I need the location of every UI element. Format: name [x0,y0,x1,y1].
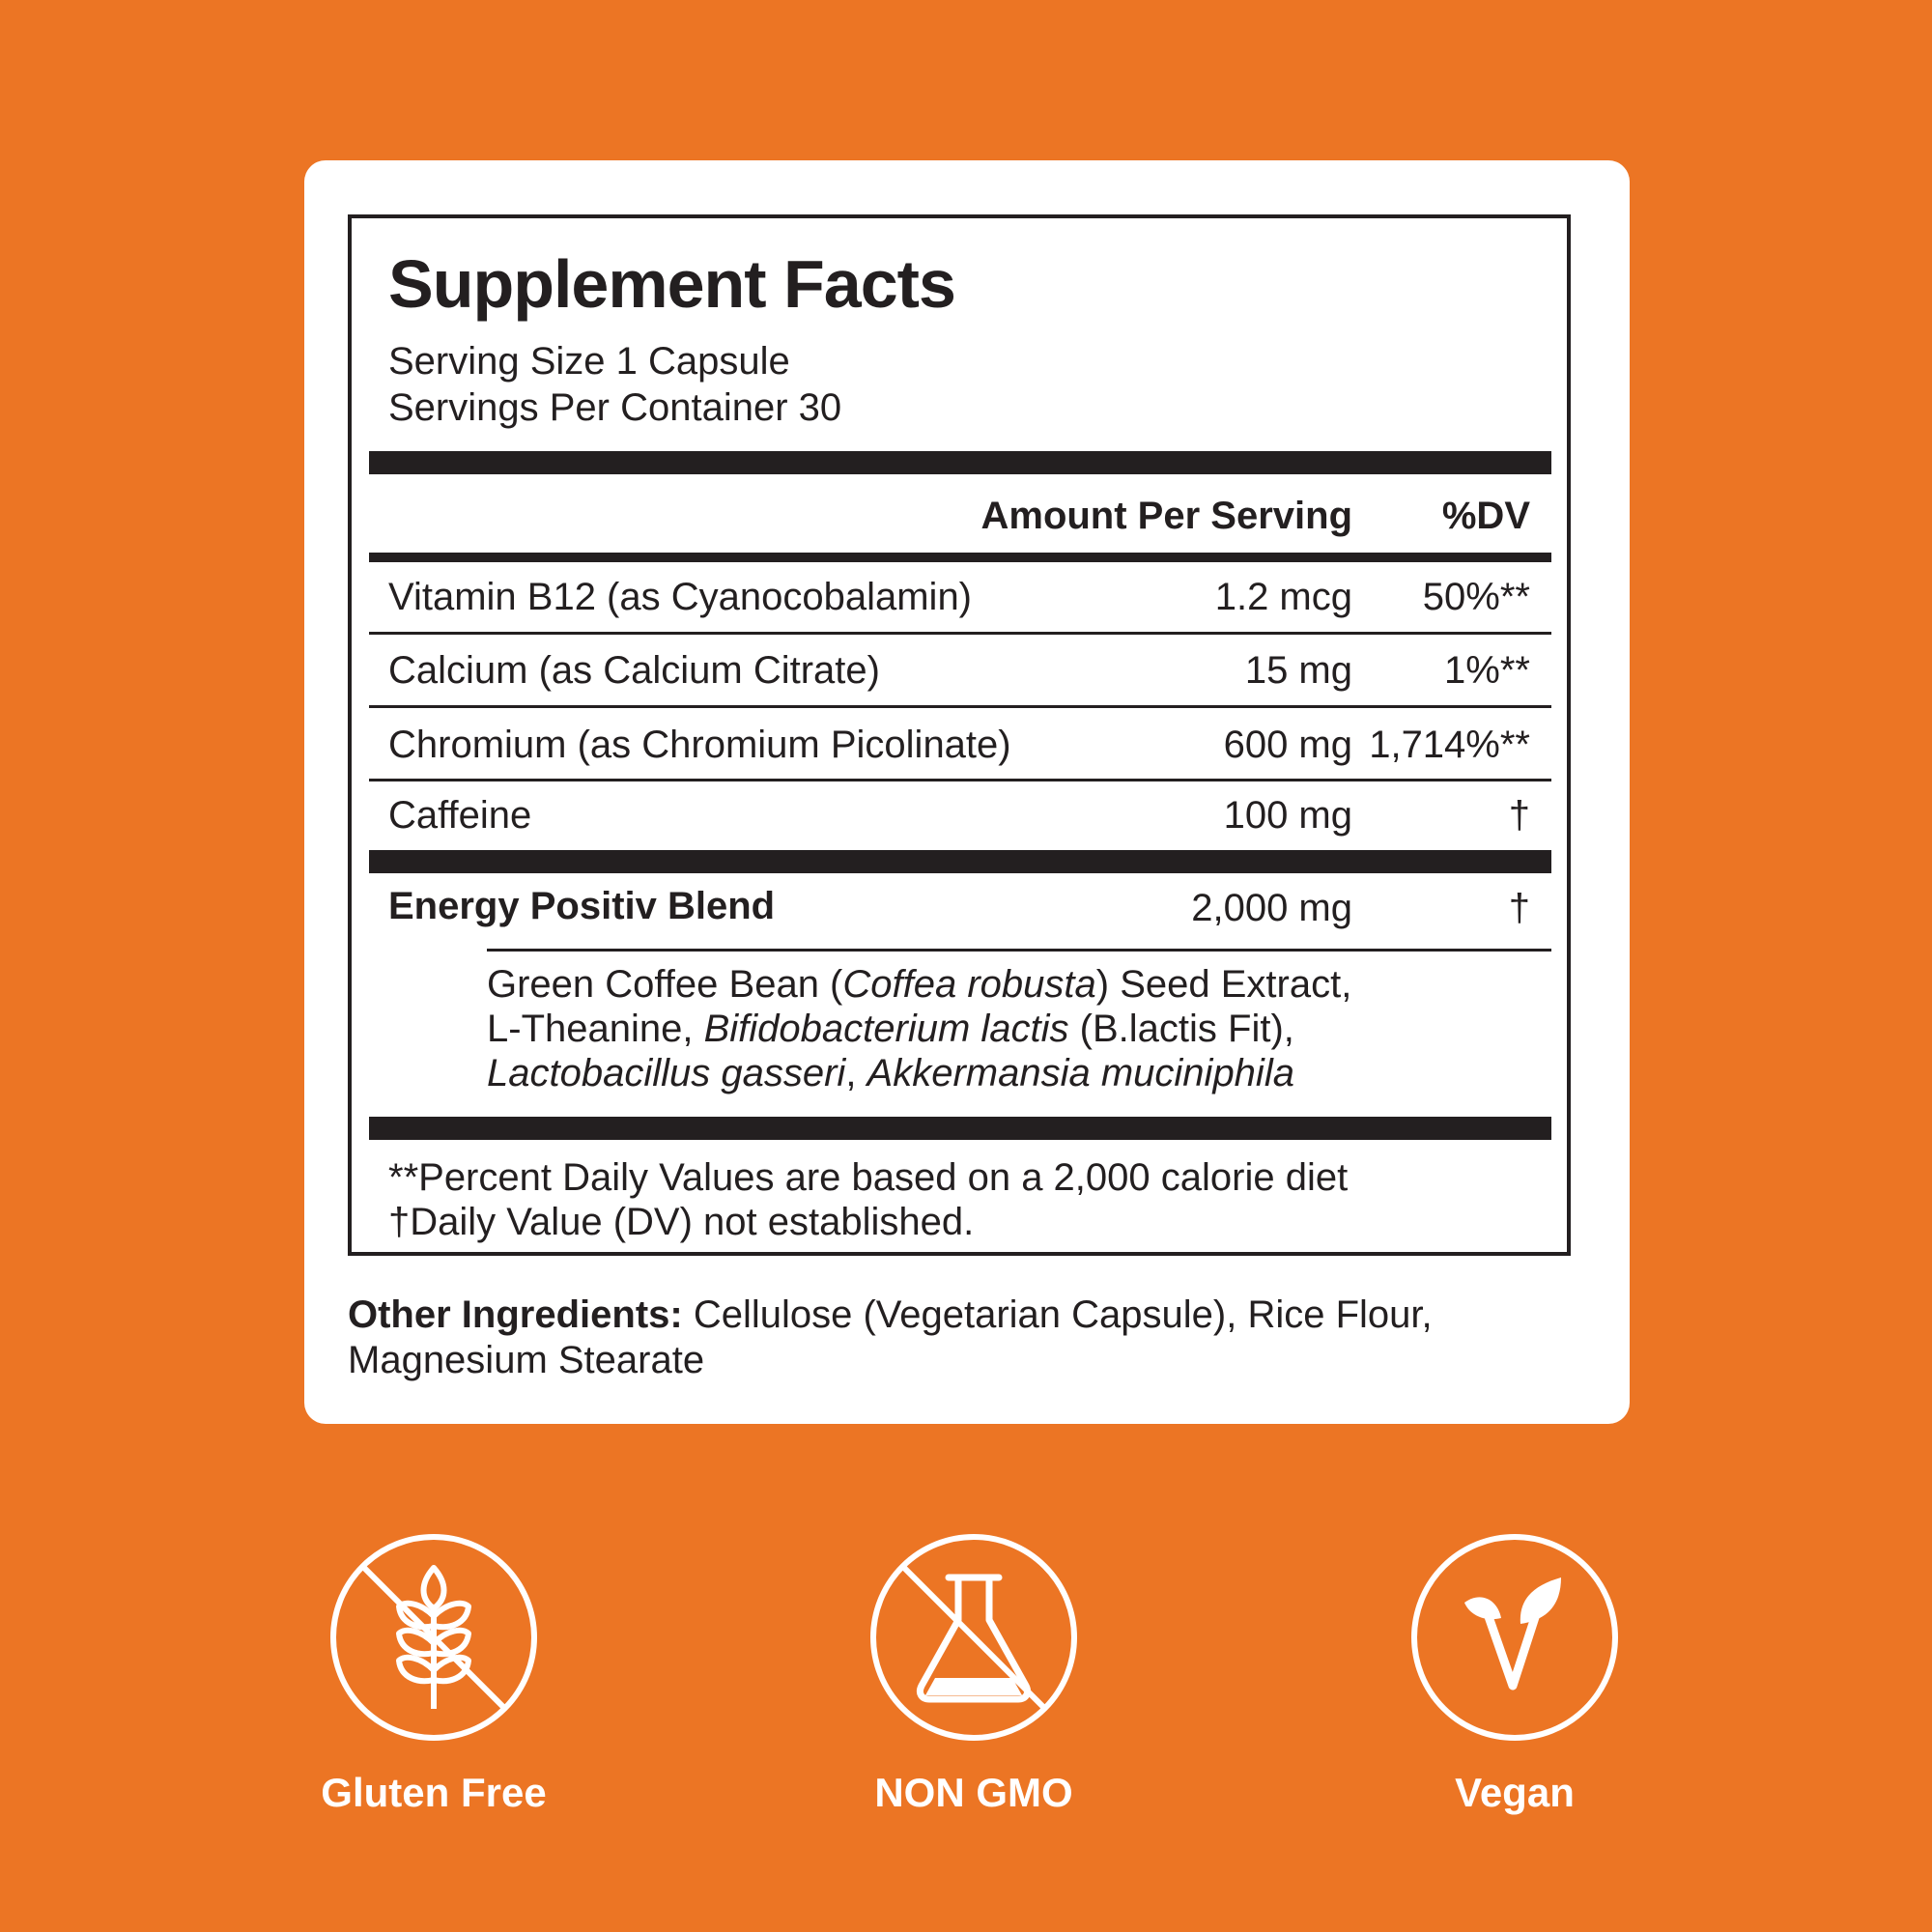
ingredient-italic: Bifidobacterium lactis [703,1008,1069,1050]
nutrient-amount: 15 mg [1244,649,1352,692]
badge-label: Gluten Free [321,1770,547,1815]
thin-divider [487,949,1551,952]
non-gmo-badge [867,1531,1080,1744]
thick-divider [369,1117,1551,1140]
no-wheat-icon [327,1531,540,1744]
thin-divider [369,779,1551,781]
leaf-v-icon [1408,1531,1621,1744]
gluten-free-badge [327,1531,540,1744]
other-ingredients-label: Other Ingredients: [348,1293,683,1336]
ingredient-italic: Lactobacillus gasseri [487,1052,846,1094]
thick-divider [369,451,1551,474]
blend-dv: † [1508,887,1530,929]
vegan-badge [1408,1531,1621,1744]
nutrient-dv: 50%** [1422,576,1530,618]
thick-divider [369,850,1551,873]
no-flask-icon [867,1531,1080,1744]
nutrient-name: Calcium (as Calcium Citrate) [388,649,880,692]
footnote-dv-not-established: †Daily Value (DV) not established. [388,1201,975,1243]
footnote-daily-values: **Percent Daily Values are based on a 2,000 calorie diet [388,1156,1349,1199]
badge-label: Vegan [1455,1770,1575,1815]
blend-ingredients [487,962,1351,1095]
other-ingredients-text: Cellulose (Vegetarian Capsule), Rice Flour, Magnesium Stearate [348,1293,1433,1381]
nutrient-dv: 1,714%** [1369,724,1530,766]
header-dv: %DV [1441,495,1530,537]
nutrient-dv: 1%** [1444,649,1530,692]
nutrient-amount: 100 mg [1223,794,1352,837]
thin-divider [369,705,1551,708]
badge-label: NON GMO [874,1770,1073,1815]
medium-divider [369,553,1551,562]
servings-per-container: Servings Per Container 30 [388,386,842,429]
other-ingredients [348,1293,1594,1383]
thin-divider [369,632,1551,635]
panel-title: Supplement Facts [388,246,955,322]
ingredient-italic: Akkermansia muciniphila [867,1052,1294,1094]
supplement-facts-card [304,160,1630,1424]
serving-size: Serving Size 1 Capsule [388,340,790,383]
nutrient-name: Vitamin B12 (as Cyanocobalamin) [388,576,973,618]
supplement-facts-panel [348,214,1571,1256]
nutrient-amount: 600 mg [1223,724,1352,766]
header-amount: Amount Per Serving [980,495,1352,537]
ingredient-text: (B.lactis Fit), [1068,1008,1294,1050]
blend-name: Energy Positiv Blend [388,885,776,927]
ingredient-text: Green Coffee Bean ( [487,963,843,1006]
blend-amount: 2,000 mg [1191,887,1352,929]
nutrient-name: Caffeine [388,794,532,837]
nutrient-name: Chromium (as Chromium Picolinate) [388,724,1011,766]
nutrient-dv: † [1508,794,1530,837]
nutrient-amount: 1.2 mcg [1214,576,1352,618]
ingredient-italic: Coffea robusta [842,963,1096,1006]
ingredient-text: L-Theanine, [487,1008,704,1050]
ingredient-text: , [845,1052,867,1094]
ingredient-text: ) Seed Extract, [1095,963,1352,1006]
